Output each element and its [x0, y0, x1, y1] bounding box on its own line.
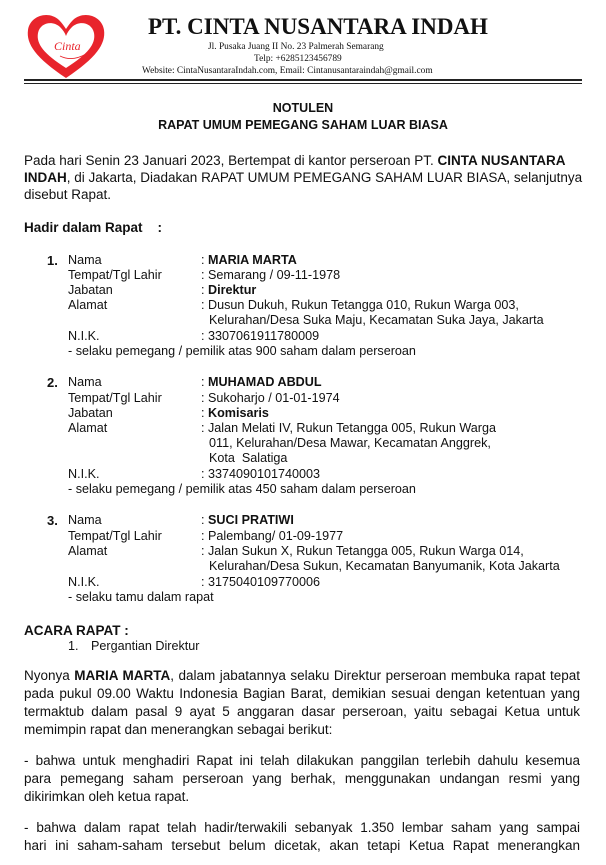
label-ttl: Tempat/Tgl Lahir — [68, 268, 162, 282]
attendee-alamat-2: Kelurahan/Desa Sukun, Kecamatan Banyumanik, Kota Jakarta — [209, 559, 560, 573]
attendee-number: 2. — [47, 375, 58, 390]
heart-logo-icon — [24, 10, 108, 82]
para1-line-2: pada pukul 09.00 Waktu Indonesia Bagian Barat, demikian sesuai dengan ketentuan yang — [24, 686, 580, 701]
attendee-alamat-1: : Jalan Melati IV, Rukun Tetangga 005, Rukun Warga — [201, 421, 496, 435]
attendee-nik: : 3175040109770006 — [201, 575, 321, 589]
para1-line-4: memimpin rapat dan menerangkan sebagai berikut: — [24, 722, 333, 737]
acara-item: Pergantian Direktur — [91, 639, 200, 653]
header-rule-thin — [24, 83, 582, 84]
company-logo — [24, 10, 108, 82]
label-nik: N.I.K. — [68, 575, 100, 589]
para3-line-2: hari ini saham-saham tersebut belum dicetak, akan tetapi Ketua Rapat menerangkan — [24, 838, 580, 853]
attendee-alamat-3: Kota Salatiga — [209, 451, 288, 465]
company-phone: Telp: +6285123456789 — [254, 54, 342, 64]
attendee-jabatan: : Komisaris — [201, 406, 269, 420]
attendee-alamat-2: 011, Kelurahan/Desa Mawar, Kecamatan Anggrek, — [209, 436, 491, 450]
header-rule — [24, 79, 582, 81]
intro-line-1: Pada hari Senin 23 Januari 2023, Bertempat di kantor perseroan PT. CINTA NUSANTARA — [24, 153, 566, 168]
para1-line-3: termaktub dalam pasal 9 ayat 5 anggaran dasar perseroan, yaitu sebagai Ketua untuk — [24, 704, 580, 719]
label-ttl: Tempat/Tgl Lahir — [68, 391, 162, 405]
label-nama: Nama — [68, 253, 102, 267]
intro-line-3: disebut Rapat. — [24, 187, 112, 202]
para1-line-1: Nyonya MARIA MARTA, dalam jabatannya selaku Direktur perseroan membuka rapat tepat — [24, 668, 580, 683]
label-nama: Nama — [68, 513, 102, 527]
attendee-alamat-2: Kelurahan/Desa Suka Maju, Kecamatan Suka Jaya, Jakarta — [209, 313, 544, 327]
attendee-name: : MARIA MARTA — [201, 253, 297, 267]
label-nik: N.I.K. — [68, 329, 100, 343]
attendee-name: : SUCI PRATIWI — [201, 513, 294, 527]
label-jabatan: Jabatan — [68, 283, 113, 297]
attendee-ttl: : Sukoharjo / 01-01-1974 — [201, 391, 340, 405]
acara-item-number: 1. — [68, 639, 79, 653]
doc-subtitle: RAPAT UMUM PEMEGANG SAHAM LUAR BIASA — [158, 118, 448, 132]
attendee-alamat-1: : Dusun Dukuh, Rukun Tetangga 010, Rukun Warga 003, — [201, 298, 519, 312]
logo-text: Cinta — [54, 39, 81, 53]
para2-line-3: dikirimkan oleh ketua rapat. — [24, 789, 190, 804]
label-ttl: Tempat/Tgl Lahir — [68, 529, 162, 543]
attendee-name: : MUHAMAD ABDUL — [201, 375, 322, 389]
acara-heading: ACARA RAPAT : — [24, 623, 129, 638]
doc-title: NOTULEN — [272, 101, 334, 115]
label-alamat: Alamat — [68, 544, 108, 558]
label-nama: Nama — [68, 375, 102, 389]
para3-line-1: - bahwa dalam rapat telah hadir/terwakili sebanyak 1.350 lembar saham yang sampai — [24, 820, 580, 835]
attendee-nik: : 3307061911780009 — [201, 329, 320, 343]
attendee-number: 1. — [47, 253, 58, 268]
label-nik: N.I.K. — [68, 467, 100, 481]
attendee-note: - selaku tamu dalam rapat — [68, 590, 214, 604]
company-contact: Website: CintaNusantaraIndah.com, Email: Cintanusantaraindah@gmail.com — [142, 66, 433, 76]
label-alamat: Alamat — [68, 421, 108, 435]
intro-line-2: INDAH, di Jakarta, Diadakan RAPAT UMUM PEMEGANG SAHAM LUAR BIASA, selanjutnya — [24, 170, 583, 185]
attendee-note: - selaku pemegang / pemilik atas 450 saham dalam perseroan — [68, 482, 416, 496]
attendee-nik: : 3374090101740003 — [201, 467, 321, 481]
attendee-number: 3. — [47, 513, 58, 528]
para2-line-1: - bahwa untuk menghadiri Rapat ini telah dilakukan panggilan terlebih dahulu kesemua — [24, 753, 580, 768]
label-alamat: Alamat — [68, 298, 108, 312]
company-address: Jl. Pusaka Juang II No. 23 Palmerah Semarang — [208, 42, 384, 52]
attendee-ttl: : Palembang/ 01-09-1977 — [201, 529, 344, 543]
company-name: PT. CINTA NUSANTARA INDAH — [148, 14, 488, 39]
hadir-heading: Hadir dalam Rapat : — [24, 220, 163, 235]
para2-line-2: para pemegang saham perseroan yang berhak, menggunakan undangan resmi yang — [24, 771, 580, 786]
attendee-alamat-1: : Jalan Sukun X, Rukun Tetangga 005, Rukun Warga 014, — [201, 544, 524, 558]
attendee-note: - selaku pemegang / pemilik atas 900 saham dalam perseroan — [68, 344, 416, 358]
attendee-jabatan: : Direktur — [201, 283, 257, 297]
label-jabatan: Jabatan — [68, 406, 113, 420]
attendee-ttl: : Semarang / 09-11-1978 — [201, 268, 341, 282]
